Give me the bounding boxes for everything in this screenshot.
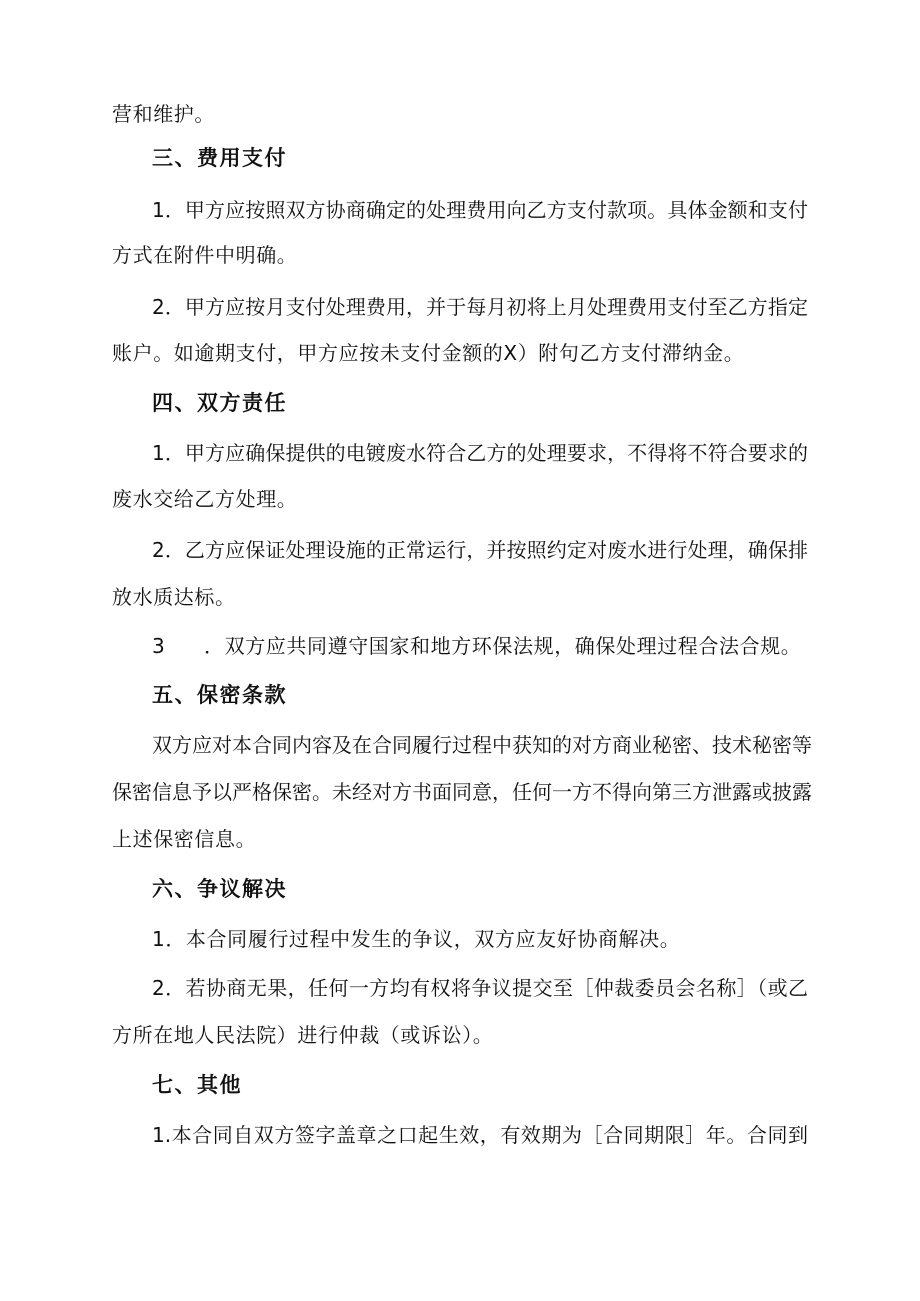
paragraph-line: 方式在附件中明确。 — [112, 243, 298, 267]
item-text: ．双方应共同遵守国家和地方环保法规，确保处理过程合法合规。 — [204, 634, 802, 658]
paragraph-line: 营和维护。 — [112, 102, 215, 126]
paragraph-line: 放水质达标。 — [112, 585, 236, 609]
section-heading-other: 七、其他 — [152, 1073, 242, 1097]
paragraph-line: 上述保密信息。 — [112, 827, 257, 851]
paragraph-line: 方所在地人民法院）进行仲裁（或诉讼）。 — [112, 1023, 494, 1047]
paragraph-line: 1．本合同履行过程中发生的争议，双方应友好协商解决。 — [152, 927, 681, 951]
paragraph-line: 双方应对本合同内容及在合同履行过程中获知的对方商业秘密、技术秘密等 — [152, 733, 812, 757]
paragraph-line: 账户。如逾期支付，甲方应按未支付金额的X）附句乙方支付滞纳金。 — [112, 341, 745, 365]
paragraph-line: 1．甲方应确保提供的电镀废水符合乙方的处理要求，不得将不符合要求的 — [152, 441, 808, 465]
paragraph-line: 2．甲方应按月支付处理费用，并于每月初将上月处理费用支付至乙方指定 — [152, 295, 808, 319]
paragraph-line: 1.本合同自双方签字盖章之口起生效，有效期为［合同期限］年。合同到 — [152, 1123, 808, 1147]
item-number: 3 — [152, 634, 166, 658]
section-heading-dispute-resolution: 六、争议解决 — [152, 877, 287, 901]
paragraph-line: 保密信息予以严格保密。未经对方书面同意，任何一方不得向第三方泄露或披露 — [112, 780, 812, 804]
section-heading-confidentiality: 五、保密条款 — [152, 683, 287, 707]
section-heading-responsibilities: 四、双方责任 — [152, 391, 287, 415]
paragraph-line: 2．乙方应保证处理设施的正常运行，并按照约定对废水进行处理，确保排 — [152, 538, 808, 562]
paragraph-line — [152, 634, 801, 658]
paragraph-line: 2．若协商无果，任何一方均有权将争议提交至［仲裁委员会名称］（或乙 — [152, 976, 808, 1000]
paragraph-line: 废水交给乙方处理。 — [112, 487, 298, 511]
paragraph-line: 1．甲方应按照双方协商确定的处理费用向乙方支付款项。具体金额和支付 — [152, 198, 808, 222]
section-heading-fee-payment: 三、费用支付 — [152, 146, 287, 170]
